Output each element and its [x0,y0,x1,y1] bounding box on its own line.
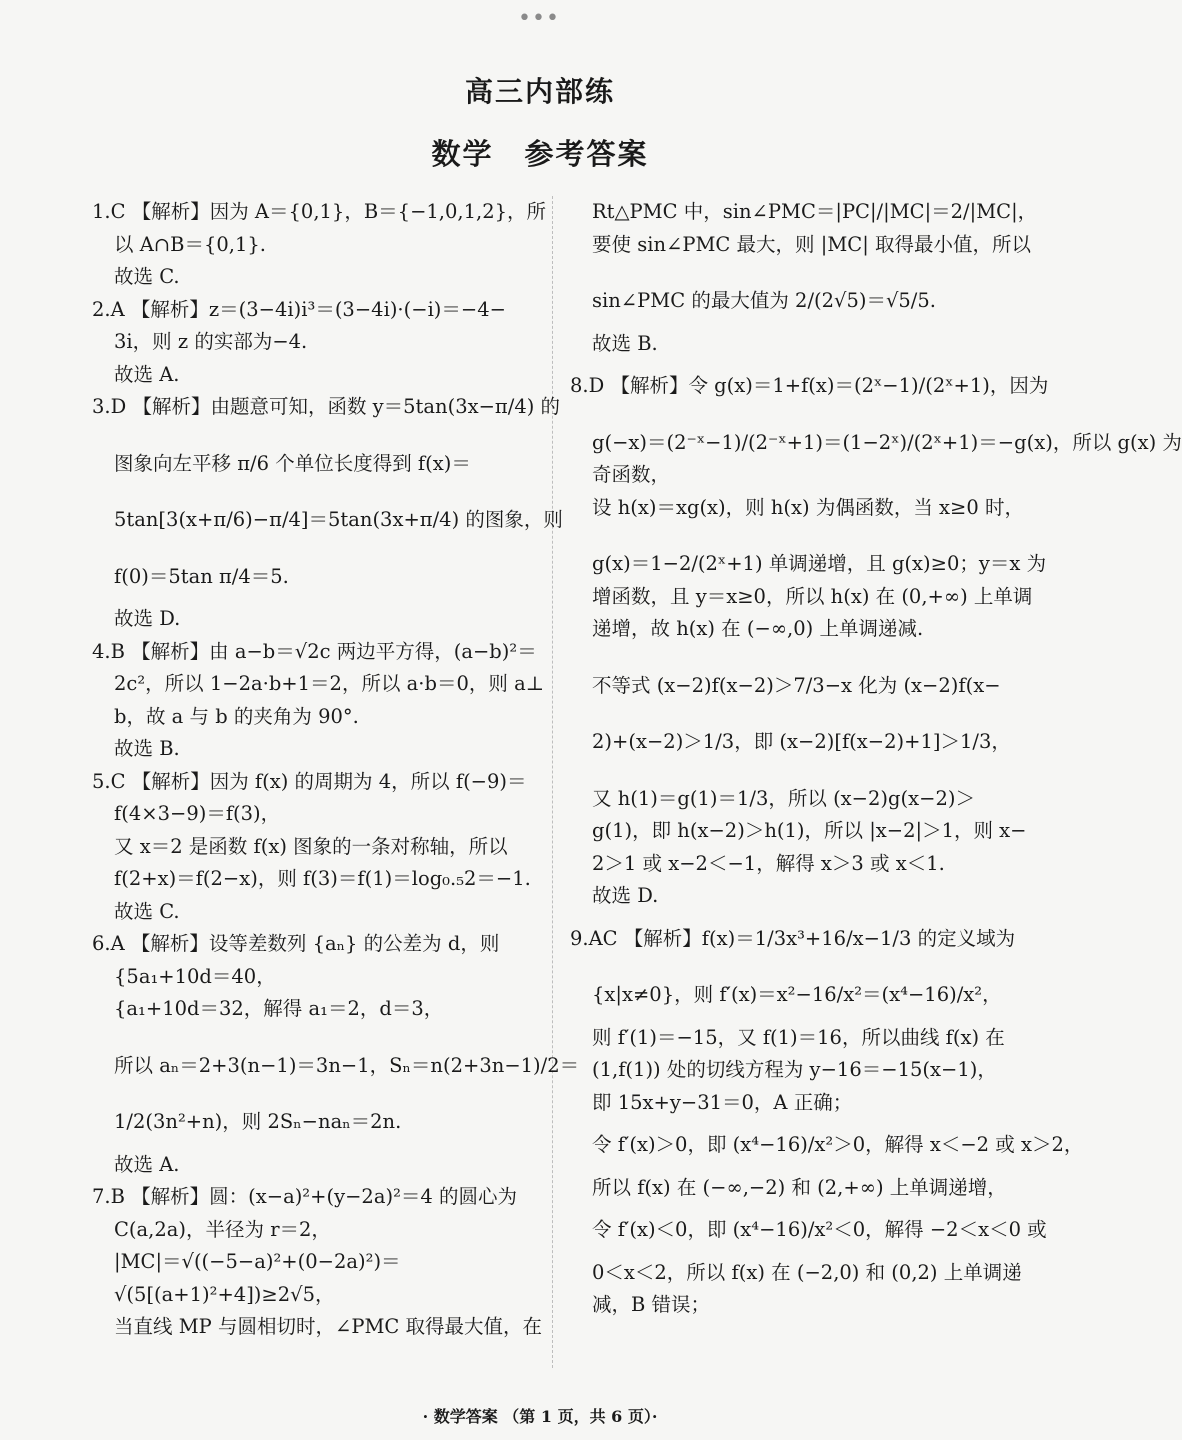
answer-line: 又 x＝2 是函数 f(x) 图象的一条对称轴，所以 [114,834,508,858]
page-subtitle: 数学 参考答案 [431,137,649,171]
answer-line: 令 f′(x)＞0，即 (x⁴−16)/x²＞0，解得 x＜−2 或 x＞2， [592,1133,1084,1156]
answer-line: sin∠PMC 的最大值为 2/(2√5)＝√5/5. [592,289,936,312]
answer-line: 0＜x＜2，所以 f(x) 在 (−2,0) 和 (0,2) 上单调递 [592,1260,1022,1284]
answer-line: Rt△PMC 中，sin∠PMC＝|PC|/|MC|＝2/|MC|， [592,200,1038,223]
answer-line: 故选 B. [592,331,658,355]
answer-line: 又 h(1)＝g(1)＝1/3，所以 (x−2)g(x−2)＞ [592,786,975,810]
right-column [570,196,1182,1322]
answer-line: 所以 aₙ＝2+3(n−1)＝3n−1，Sₙ＝n(2+3n−1)/2＝ [114,1053,580,1077]
answer-line: 减，B 错误； [592,1293,711,1316]
answer-line: 奇函数， [592,463,671,486]
answer-line: 3.D 【解析】由题意可知，函数 y＝5tan(3x−π/4) 的 [92,395,561,418]
answer-line: {x|x≠0}，则 f′(x)＝x²−16/x²＝(x⁴−16)/x²， [592,983,1002,1006]
answer-line: 递增，故 h(x) 在 (−∞,0) 上单调递减. [592,617,924,640]
answer-line: 2c²，所以 1−2a·b+1＝2，所以 a·b＝0，则 a⊥ [114,672,545,695]
answer-line: b，故 a 与 b 的夹角为 90°. [114,704,359,728]
answer-line: 故选 C. [114,899,180,923]
answer-line: 9.AC 【解析】f(x)＝1/3x³+16/x−1/3 的定义域为 [570,926,1016,950]
answer-line: 5.C 【解析】因为 f(x) 的周期为 4，所以 f(−9)＝ [92,769,527,793]
answer-line: 1.C 【解析】因为 A＝{0,1}，B＝{−1,0,1,2}，所 [92,200,547,223]
answer-line: {5a₁+10d＝40， [114,964,276,988]
more-dots-icon[interactable]: ••• [518,6,560,31]
answer-line: 故选 D. [592,884,659,907]
answer-line: 即 15x+y−31＝0，A 正确； [592,1090,853,1114]
answer-line: 故选 C. [114,265,180,288]
answer-line: 故选 A. [114,1152,180,1176]
answer-line: f(4×3−9)＝f(3)， [114,802,281,825]
answer-line: 2.A 【解析】z＝(3−4i)i³＝(3−4i)·(−i)＝−4− [92,297,506,321]
column-divider [552,196,553,1368]
answer-line: 6.A 【解析】设等差数列 {aₙ} 的公差为 d，则 [92,932,500,955]
answer-line: 8.D 【解析】令 g(x)＝1+f(x)＝(2ˣ−1)/(2ˣ+1)，因为 [570,374,1049,397]
page-footer: · 数学答案 （第 1 页，共 6 页）· [422,1407,658,1426]
answer-line: 图象向左平移 π/6 个单位长度得到 f(x)＝ [114,451,471,475]
answer-line: {a₁+10d＝32，解得 a₁＝2，d＝3， [114,997,444,1020]
answer-line: 3i，则 z 的实部为−4. [114,330,308,353]
answer-line: 1/2(3n²+n)，则 2Sₙ−naₙ＝2n. [114,1110,402,1133]
answer-line: 要使 sin∠PMC 最大，则 |MC| 取得最小值，所以 [592,232,1031,256]
answer-line: 故选 B. [114,737,180,760]
answer-line: |MC|＝√((−5−a)²+(0−2a)²)＝ [114,1250,401,1273]
answer-line: 2＞1 或 x−2＜−1，解得 x＞3 或 x＜1. [592,851,945,875]
answer-line: 则 f′(1)＝−15，又 f(1)＝16，所以曲线 f(x) 在 [592,1025,1005,1049]
answer-line: 所以 f(x) 在 (−∞,−2) 和 (2,+∞) 上单调递增， [592,1175,1007,1199]
answer-line: 2)+(x−2)＞1/3，即 (x−2)[f(x−2)+1]＞1/3， [592,730,1011,753]
answer-line: 不等式 (x−2)f(x−2)＞7/3−x 化为 (x−2)f(x− [592,673,1001,697]
answer-line: (1,f(1)) 处的切线方程为 y−16＝−15(x−1)， [592,1058,997,1081]
top-bar [0,0,1080,30]
left-column [92,196,580,1344]
answer-line: g(1)，即 h(x−2)＞h(1)，所以 |x−2|＞1，则 x− [592,819,1027,842]
answer-line: 故选 A. [114,362,180,386]
answer-line: 故选 D. [114,607,181,630]
answer-line: √(5[(a+1)²+4])≥2√5， [114,1282,335,1306]
answer-line: C(a,2a)，半径为 r＝2， [114,1217,331,1241]
answer-line: 当直线 MP 与圆相切时，∠PMC 取得最大值，在 [114,1315,543,1338]
answer-line: 5tan[3(x+π/6)−π/4]＝5tan(3x+π/4) 的图象，则 [114,508,563,531]
answer-line: g(x)＝1−2/(2ˣ+1) 单调递增，且 g(x)≥0；y＝x 为 [592,552,1047,575]
answer-line: 以 A∩B＝{0,1}. [114,232,266,256]
answer-line: 7.B 【解析】圆：(x−a)²+(y−2a)²＝4 的圆心为 [92,1185,517,1208]
answer-line: g(−x)＝(2⁻ˣ−1)/(2⁻ˣ+1)＝(1−2ˣ)/(2ˣ+1)＝−g(x)，所以 g(x) 为 [592,430,1182,454]
answer-line: f(0)＝5tan π/4＝5. [114,564,289,588]
answer-line: 增函数，且 y＝x≥0，所以 h(x) 在 (0,+∞) 上单调 [592,584,1033,608]
answer-line: 设 h(x)＝xg(x)，则 h(x) 为偶函数，当 x≥0 时， [592,495,1024,519]
answer-line: f(2+x)＝f(2−x)，则 f(3)＝f(1)＝log₀.₅2＝−1. [114,867,531,890]
answer-line: 令 f′(x)＜0，即 (x⁴−16)/x²＜0，解得 −2＜x＜0 或 [592,1218,1047,1241]
page-title: 高三内部练 [464,75,615,108]
answer-line: 4.B 【解析】由 a−b＝√2c 两边平方得，(a−b)²＝ [92,639,537,663]
